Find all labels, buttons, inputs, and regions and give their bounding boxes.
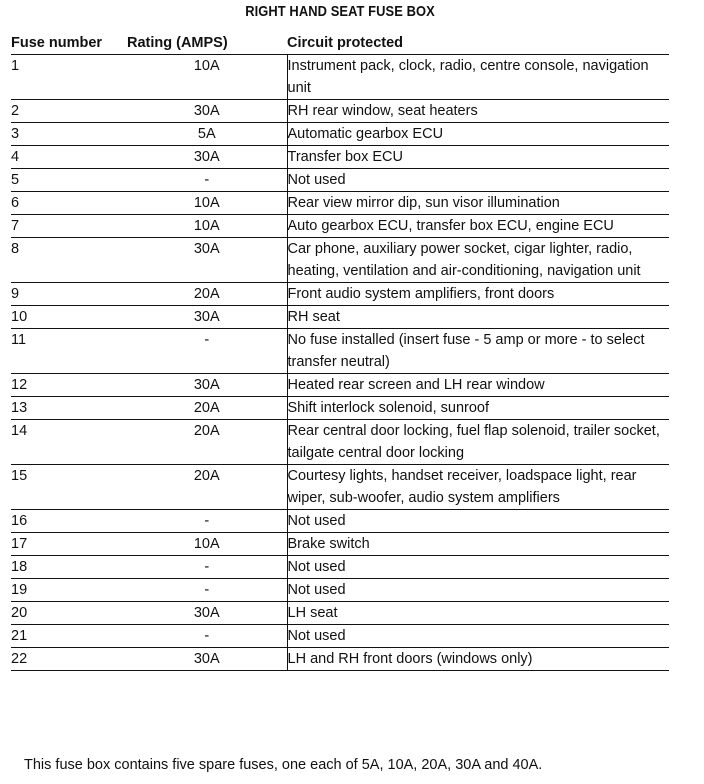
fuse-number-cell: 2: [11, 100, 127, 123]
fuse-number-cell: 8: [11, 238, 127, 283]
fuse-number-cell: 4: [11, 146, 127, 169]
fuse-number-cell: 16: [11, 510, 127, 533]
fuse-number-cell: 5: [11, 169, 127, 192]
rating-cell: 20A: [127, 420, 287, 465]
circuit-cell: Not used: [287, 579, 669, 602]
table-row: [11, 465, 669, 510]
table-row: [11, 510, 669, 533]
rating-cell: 30A: [127, 100, 287, 123]
header-circuit: Circuit protected: [287, 30, 669, 55]
table-row: [11, 100, 669, 123]
fuse-number-cell: 11: [11, 329, 127, 374]
rating-cell: 10A: [127, 533, 287, 556]
fuse-number-cell: 21: [11, 625, 127, 648]
circuit-cell: Not used: [287, 169, 669, 192]
fuse-table: [11, 30, 669, 671]
fuse-number-cell: 10: [11, 306, 127, 329]
table-row: [11, 533, 669, 556]
table-row: [11, 397, 669, 420]
fuse-number-cell: 19: [11, 579, 127, 602]
rating-cell: 20A: [127, 283, 287, 306]
fuse-number-cell: 17: [11, 533, 127, 556]
rating-cell: 10A: [127, 215, 287, 238]
circuit-cell: Rear view mirror dip, sun visor illumination: [287, 192, 669, 215]
header-fuse-number: Fuse number: [11, 30, 127, 55]
rating-cell: -: [127, 579, 287, 602]
fuse-number-cell: 1: [11, 55, 127, 100]
circuit-cell: Car phone, auxiliary power socket, cigar lighter, radio, heating, ventilation and air-conditioning, navigation unit: [287, 238, 669, 283]
rating-cell: 30A: [127, 146, 287, 169]
table-row: [11, 556, 669, 579]
table-row: [11, 123, 669, 146]
header-row: [11, 30, 669, 55]
fuse-number-cell: 6: [11, 192, 127, 215]
circuit-cell: Courtesy lights, handset receiver, loadspace light, rear wiper, sub-woofer, audio system amplifiers: [287, 465, 669, 510]
circuit-cell: Rear central door locking, fuel flap solenoid, trailer socket, tailgate central door locking: [287, 420, 669, 465]
table-header: [11, 30, 669, 55]
circuit-cell: Auto gearbox ECU, transfer box ECU, engine ECU: [287, 215, 669, 238]
table-row: [11, 420, 669, 465]
fuse-number-cell: 14: [11, 420, 127, 465]
fuse-number-cell: 18: [11, 556, 127, 579]
rating-cell: 30A: [127, 306, 287, 329]
circuit-cell: Front audio system amplifiers, front doors: [287, 283, 669, 306]
table-row: [11, 238, 669, 283]
rating-cell: 10A: [127, 55, 287, 100]
circuit-cell: No fuse installed (insert fuse - 5 amp or more - to select transfer neutral): [287, 329, 669, 374]
table-row: [11, 648, 669, 671]
fuse-number-cell: 20: [11, 602, 127, 625]
table-row: [11, 283, 669, 306]
circuit-cell: RH seat: [287, 306, 669, 329]
rating-cell: -: [127, 625, 287, 648]
fuse-number-cell: 12: [11, 374, 127, 397]
table-row: [11, 329, 669, 374]
circuit-cell: Automatic gearbox ECU: [287, 123, 669, 146]
table-row: [11, 602, 669, 625]
circuit-cell: LH and RH front doors (windows only): [287, 648, 669, 671]
rating-cell: 30A: [127, 602, 287, 625]
circuit-cell: Brake switch: [287, 533, 669, 556]
table-row: [11, 215, 669, 238]
circuit-cell: Instrument pack, clock, radio, centre console, navigation unit: [287, 55, 669, 100]
table-row: [11, 146, 669, 169]
rating-cell: 20A: [127, 397, 287, 420]
fuse-number-cell: 7: [11, 215, 127, 238]
table-row: [11, 374, 669, 397]
rating-cell: 30A: [127, 374, 287, 397]
rating-cell: -: [127, 556, 287, 579]
rating-cell: 10A: [127, 192, 287, 215]
footnote: This fuse box contains five spare fuses, one each of 5A, 10A, 20A, 30A and 40A.: [24, 757, 543, 773]
page-title: RIGHT HAND SEAT FUSE BOX: [245, 3, 435, 20]
rating-cell: 30A: [127, 648, 287, 671]
circuit-cell: LH seat: [287, 602, 669, 625]
rating-cell: -: [127, 510, 287, 533]
table-row: [11, 579, 669, 602]
rating-cell: 30A: [127, 238, 287, 283]
rating-cell: 20A: [127, 465, 287, 510]
circuit-cell: Shift interlock solenoid, sunroof: [287, 397, 669, 420]
fuse-number-cell: 3: [11, 123, 127, 146]
table-row: [11, 192, 669, 215]
circuit-cell: Heated rear screen and LH rear window: [287, 374, 669, 397]
table-row: [11, 625, 669, 648]
rating-cell: -: [127, 329, 287, 374]
circuit-cell: Not used: [287, 556, 669, 579]
table-row: [11, 169, 669, 192]
fuse-number-cell: 15: [11, 465, 127, 510]
circuit-cell: Transfer box ECU: [287, 146, 669, 169]
fuse-number-cell: 22: [11, 648, 127, 671]
rating-cell: 5A: [127, 123, 287, 146]
table-row: [11, 306, 669, 329]
circuit-cell: RH rear window, seat heaters: [287, 100, 669, 123]
fuse-number-cell: 13: [11, 397, 127, 420]
header-rating: Rating (AMPS): [127, 30, 287, 55]
rating-cell: -: [127, 169, 287, 192]
table-body: [11, 55, 669, 671]
table-row: [11, 55, 669, 100]
fuse-number-cell: 9: [11, 283, 127, 306]
circuit-cell: Not used: [287, 625, 669, 648]
circuit-cell: Not used: [287, 510, 669, 533]
